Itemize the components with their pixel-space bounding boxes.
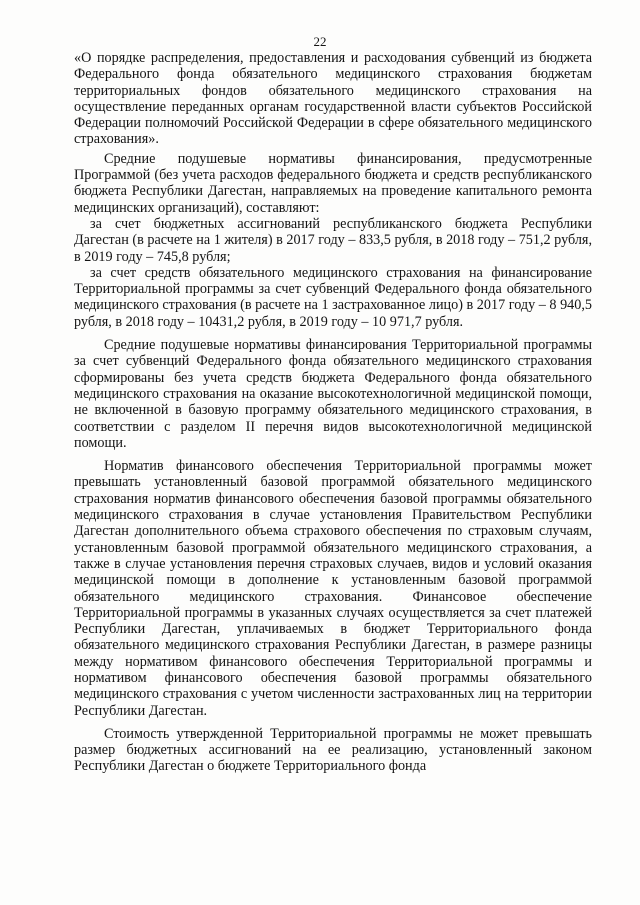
paragraph-per-capita-norms: Средние подушевые нормативы финансирования, предусмотренные Программой (без учета расходов федерального бюджета и средств республиканского бюджета Республики Дагестан, направляемых на проведение капитального ремонта медицинских организаций), составляют: [74,150,592,216]
document-body [74,50,592,775]
paragraph-budget-allocations: за счет бюджетных ассигнований республиканского бюджета Республики Дагестан (в расчете на 1 жителя) в 2017 году – 833,5 рубля, в 2018 году – 751,2 рубля, в 2019 году – 745,8 рубля; [74,215,592,265]
paragraph-program-cost: Стоимость утвержденной Территориальной программы не может превышать размер бюджетных ассигнований на ее реализацию, установленный законом Республики Дагестан о бюджете Территориального фонда [74,725,592,775]
paragraph-oms-funds: за счет средств обязательного медицинского страхования на финансирование Территориальной программы за счет субвенций Федерального фонда обязательного медицинского страхования (в расчете на 1 застрахованное лицо) в 2017 году – 8 940,5 рубля, в 2018 году – 10431,2 рубля, в 2019 году – 10 971,7 рубля. [74,264,592,330]
paragraph-regulation-title: «О порядке распределения, предоставления и расходования субвенций из бюджета Федерального фонда обязательного медицинского страхования бюджетам территориальных фондов обязательного медицинского страхования на осуществление переданных органам государственной власти субъектов Российской Федерации полномочий Российской Федерации в сфере обязательного медицинского страхования». [74,50,592,148]
paragraph-financing-norm: Норматив финансового обеспечения Территориальной программы может превышать установленный базовой программой обязательного медицинского страхования норматив финансового обеспечения базовой программы обязательного медицинского страхования в случае установления Правительством Республики Дагестан дополнительного объема страхового обеспечения по страховым случаям, установленным базовой программой обязательного медицинского страхования, а также в случае установления перечня страховых случаев, видов и условий оказания медицинской помощи в дополнение к установленным базовой программой обязательного медицинского страхования. Финансовое обеспечение Территориальной программы в указанных случаях осуществляется за счет платежей Республики Дагестан, уплачиваемых в бюджет Территориального фонда обязательного медицинского страхования Республики Дагестан, в размере разницы между нормативом финансового обеспечения Территориальной программы и нормативом финансового обеспечения базовой программы обязательного медицинского страхования с учетом численности застрахованных лиц на территории Республики Дагестан. [74,458,592,719]
paragraph-subvention-norms: Средние подушевые нормативы финансирования Территориальной программы за счет субвенций Федерального фонда обязательного медицинского страхования сформированы без учета средств бюджета Федерального фонда обязательного медицинского страхования на оказание высокотехнологичной медицинской помощи, не включенной в базовую программу обязательного медицинского страхования, в соответствии с разделом II перечня видов высокотехнологичной медицинской помощи. [74,337,592,451]
page-number: 22 [313,34,327,49]
